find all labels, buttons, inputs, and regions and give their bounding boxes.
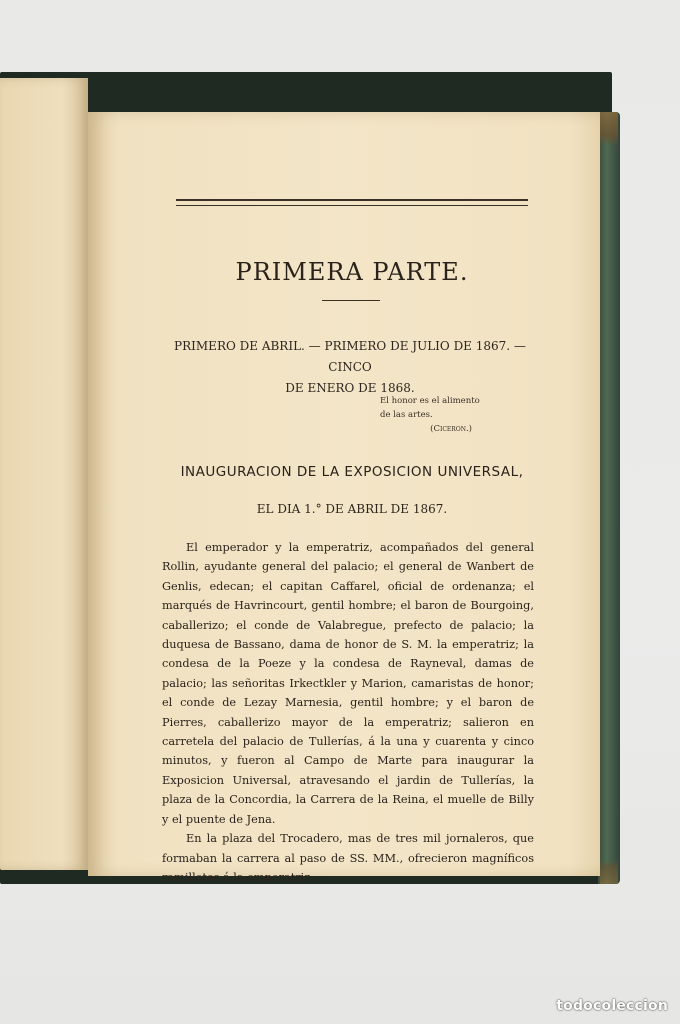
watermark-logo: todocoleccion (556, 998, 668, 1014)
book-spine-edge (598, 112, 620, 884)
page-top-rule (176, 199, 528, 206)
body-text (162, 538, 534, 887)
section-heading: INAUGURACION DE LA EXPOSICION UNIVERSAL, (180, 464, 524, 480)
epigraph-line-1: El honor es el alimento (380, 396, 480, 406)
epigraph-line-2: de las artes. (380, 410, 433, 420)
section-date: EL DIA 1.° DE ABRIL DE 1867. (256, 502, 448, 516)
dates-line-2: DE ENERO DE 1868. (285, 381, 415, 395)
paragraph-2: En la plaza del Trocadero, mas de tres mil jornaleros, que formaban la carrera al paso de SS. MM., ofrecieron magníficos ramilletes á la emperatriz. (162, 832, 534, 884)
epigraph-attribution: (Ciceron.) (430, 424, 472, 434)
part-title: PRIMERA PARTE. (235, 258, 469, 286)
title-divider (322, 300, 380, 301)
paragraph-1: El emperador y la emperatriz, acompañados del general Rollin, ayudante general del palacio; el general de Wanbert de Genlis, edecan; el capitan Caffarel, oficial de ordenanza; el marqués de Havrincourt, gentil hombre; el baron de Bourgoing, caballerizo; el conde de Valabregue, prefecto de palacio; la duquesa de Bassano, dama de honor de S. M. la emperatriz; la condesa de la Poeze y la condesa de Rayneval, damas de palacio; las señoritas Irkectkler y Marion, camaristas de honor; el conde de Lezay Marnesia, gentil hombre; y el baron de Pierres, caballerizo mayor de la emperatriz; salieron en carretela del palacio de Tullerías, á la una y cuarenta y cinco minutos, y fueron al Campo de Marte para inaugurar la Exposicion Universal, atravesando el jardin de Tullerías, la plaza de la Concordia, la Carrera de la Reina, el muelle de Billy y el puente de Jena. (162, 541, 534, 826)
dates-subtitle (168, 336, 532, 399)
left-page (0, 78, 88, 870)
epigraph (380, 394, 510, 436)
dates-line-1: PRIMERO DE ABRIL. — PRIMERO DE JULIO DE 1867. — CINCO (174, 339, 526, 374)
